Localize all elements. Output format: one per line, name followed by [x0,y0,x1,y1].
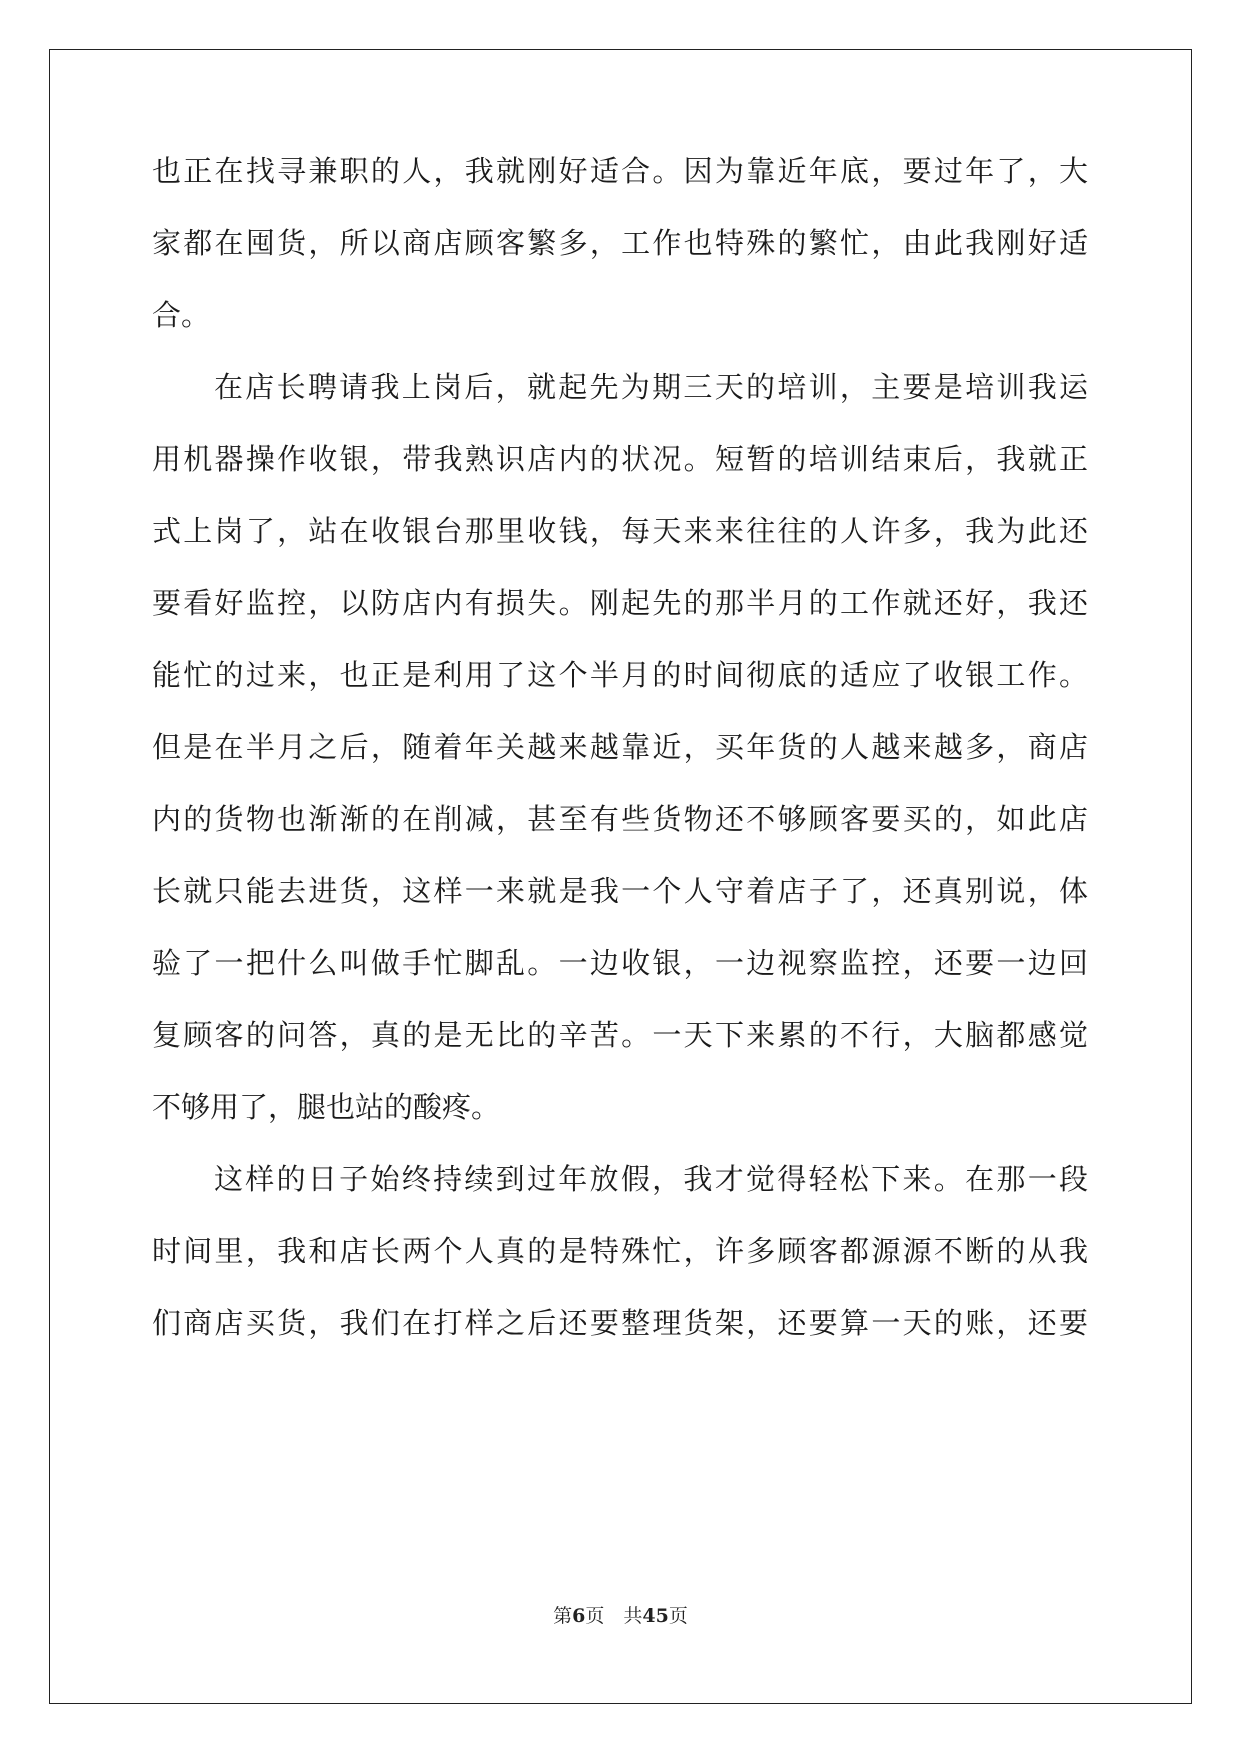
text-line: 复顾客的问答，真的是无比的辛苦。一天下来累的不行，大脑都感觉 [152,1018,1088,1052]
total-page-number: 45 [642,1605,669,1627]
paragraph-first-line: 在店长聘请我上岗后，就起先为期三天的培训，主要是培训我运 [214,370,1088,404]
text-line: 内的货物也渐渐的在削减，甚至有些货物还不够顾客要买的，如此店 [152,802,1088,836]
text-line: 也正在找寻兼职的人，我就刚好适合。因为靠近年底，要过年了，大 [152,154,1088,188]
text-line: 们商店买货，我们在打样之后还要整理货架，还要算一天的账，还要 [152,1306,1088,1340]
text-line: 合。 [152,298,211,332]
text-line: 式上岗了，站在收银台那里收钱，每天来来往往的人许多，我为此还 [152,514,1088,548]
text-line: 要看好监控，以防店内有损失。刚起先的那半月的工作就还好，我还 [152,586,1088,620]
current-page-number: 6 [572,1605,586,1627]
text-line: 长就只能去进货，这样一来就是我一个人守着店子了，还真别说，体 [152,874,1088,908]
page-number-footer [0,1604,1241,1628]
text-line: 用机器操作收银，带我熟识店内的状况。短暂的培训结束后，我就正 [152,442,1088,476]
paragraph-first-line: 这样的日子始终持续到过年放假，我才觉得轻松下来。在那一段 [214,1162,1088,1196]
text-line: 能忙的过来，也正是利用了这个半月的时间彻底的适应了收银工作。 [152,658,1088,692]
page-suffix: 页 [668,1605,688,1627]
text-line: 但是在半月之后，随着年关越来越靠近，买年货的人越来越多，商店 [152,730,1088,764]
page-prefix: 第 [553,1605,573,1627]
text-line: 家都在囤货，所以商店顾客繁多，工作也特殊的繁忙，由此我刚好适 [152,226,1088,260]
text-line: 时间里，我和店长两个人真的是特殊忙，许多顾客都源源不断的从我 [152,1234,1088,1268]
text-line: 验了一把什么叫做手忙脚乱。一边收银，一边视察监控，还要一边回 [152,946,1088,980]
text-line: 不够用了，腿也站的酸疼。 [152,1090,501,1124]
page-mid: 页 共 [585,1605,643,1627]
